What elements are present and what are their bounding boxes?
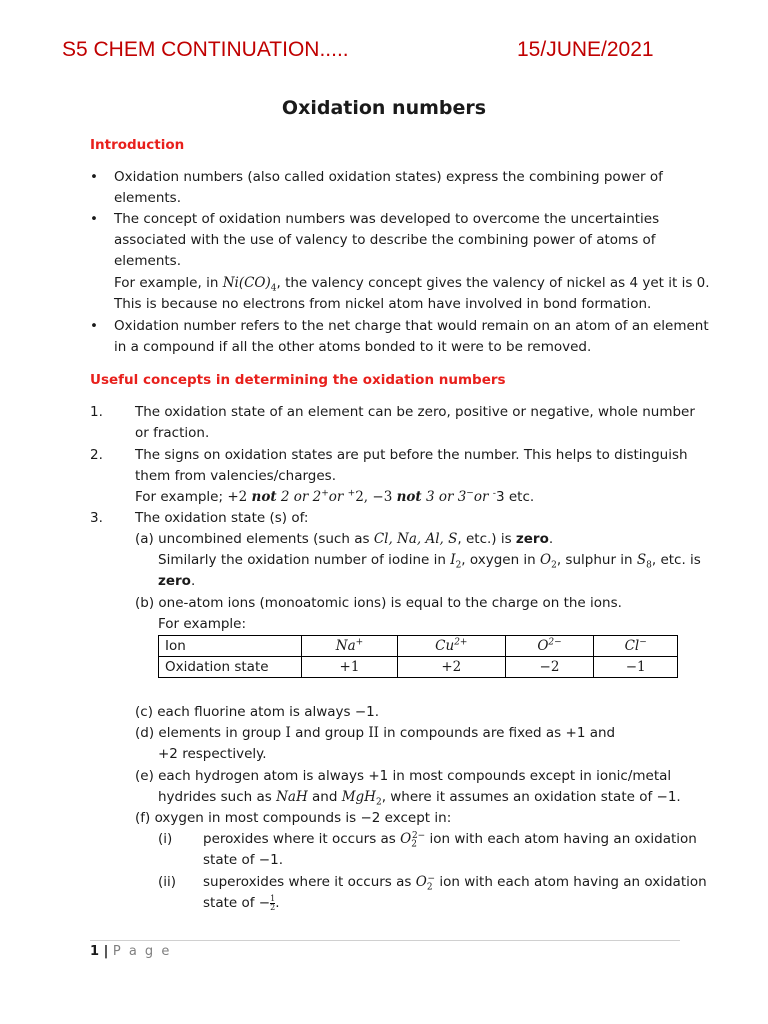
concept-2: The signs on oxidation states are put before the number. This helps to distinguish them from valencies/charges. For example; +2 not 2 or 2+or +2, −3 not 3 or 3−or -3 etc.: [135, 445, 688, 509]
header-date: 15/JUNE/2021: [517, 38, 654, 61]
concept-3d: (d) elements in group I and group II in compounds are fixed as +1 and: [135, 725, 616, 742]
intro-bullet-2: The concept of oxidation numbers was developed to overcome the uncertainties associated with the use of valency to describe the combining power of atoms of elements. For example, in $Ni(CO)_4$, the valency concept gives the valency of nickel as 4 yet it is 0. This is because no electrons from nickel atom have involved in bond formation.: [114, 211, 710, 312]
page-footer: 1 | P a g e: [90, 944, 172, 959]
oxidation-state-table: [158, 635, 678, 678]
page-title: Oxidation numbers: [281, 97, 487, 119]
bullet-2: •: [90, 211, 98, 227]
concept-3: The oxidation state (s) of:: [135, 510, 309, 526]
exception-labels: (i): [158, 831, 173, 847]
concept-3a: (a) uncombined elements (such as Cl, Na, Al, S, etc.) is zero. Similarly the oxidation number of iodine in $I_2$, oxygen in $O_2$, sulphur in $S_8$, etc. is zero.: [135, 531, 701, 590]
concept-1: The oxidation state of an element can be zero, positive or negative, whole number or fraction.: [135, 404, 695, 442]
item-number-1: 1.: [90, 404, 103, 420]
exception-peroxides: peroxides where it occurs as $O_2^{2-}$ ion with each atom having an oxidation state of −1.: [203, 830, 697, 869]
intro-bullet-1: Oxidation numbers (also called oxidation states) express the combining power of elements.: [114, 169, 663, 207]
formula-ni-co-4: Ni(CO): [222, 274, 271, 291]
table-row: Oxidation state +1 +2 −2 −1: [159, 657, 678, 678]
item-number-2: 2.: [90, 447, 103, 463]
footer-divider: [90, 940, 680, 941]
header-course-title: S5 CHEM CONTINUATION.....: [62, 38, 349, 61]
concept-3c: (c) each fluorine atom is always −1.: [135, 704, 380, 720]
concepts-3c-3f: (c) each fluorine atom is always −1. (d) elements in group I and group II in compounds are fixed as +1 and +2 respectively. (e) each hydrogen atom is always +1 in most compounds except in ionic/metal hydrides such as NaH and MgH$_2$, where it assumes an oxidation state of −1. (f) oxygen in most compounds is −2 except in:: [135, 702, 681, 829]
item-number-3: 3.: [90, 510, 103, 526]
bullet-3: •: [90, 318, 98, 334]
concept-3e: (e) each hydrogen atom is always +1 in most compounds except in ionic/metal: [135, 767, 672, 784]
exception-superoxides: superoxides where it occurs as $O_2^-$ ion with each atom having an oxidation state of − $\frac{1}{2}$ .: [203, 873, 707, 912]
table-row: Ion Na+ $Cu^{2+}$ $O^{2-}$ Cl−: [159, 636, 678, 657]
fraction-one-half: $\frac{1}{2}$: [270, 893, 276, 912]
section-heading-introduction: Introduction: [90, 137, 185, 153]
concept-3b: (b) one-atom ions (monoatomic ions) is equal to the charge on the ions. For example:: [135, 595, 622, 633]
sign-example-line: For example; +2 not 2 or 2+or +2, −3 not 3 or 3−or -3 etc.: [135, 488, 535, 506]
section-heading-useful-concepts: Useful concepts in determining the oxidation numbers: [90, 372, 506, 388]
bullet-1: •: [90, 169, 98, 185]
concept-3f: (f) oxygen in most compounds is −2 except in:: [135, 810, 452, 827]
intro-bullet-3: Oxidation number refers to the net charge that would remain on an atom of an element in a compound if all the other atoms bonded to it were to be removed.: [114, 318, 709, 356]
